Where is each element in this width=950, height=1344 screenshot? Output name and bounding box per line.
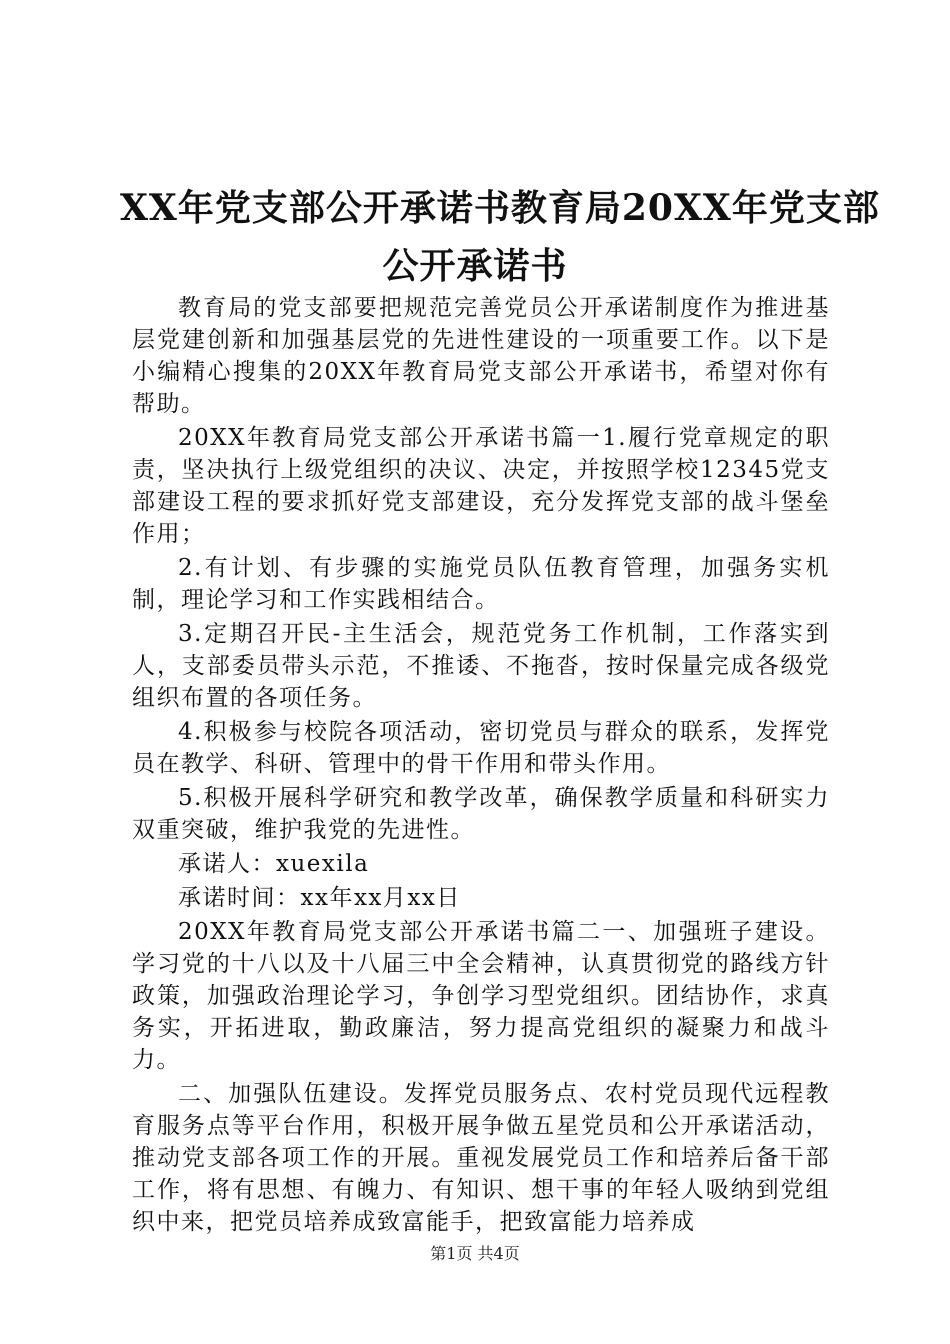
paragraph-intro: 教育局的党支部要把规范完善党员公开承诺制度作为推进基层党建创新和加强基层党的先进性建设的一项重要工作。以下是小编精心搜集的20XX年教育局党支部公开承诺书，希望对你有帮助。: [132, 295, 830, 417]
pledger-line: 承诺人：xuexila: [178, 851, 370, 877]
paragraph-pledge-4: 4.积极参与校院各项活动，密切党员与群众的联系，发挥党员在教学、科研、管理中的骨干作用和带头作用。: [132, 719, 830, 777]
paragraph-pledge-2: 2.有计划、有步骤的实施党员队伍教育管理，加强务实机制，理论学习和工作实践相结合。: [132, 555, 830, 613]
paragraph-pledge-5: 5.积极开展科学研究和教学改革，确保教学质量和科研实力双重突破，维护我党的先进性。: [132, 785, 830, 843]
paragraph-pledge-1: 20XX年教育局党支部公开承诺书篇一1.履行党章规定的职责，坚决执行上级党组织的决议、决定，并按照学校12345党支部建设工程的要求抓好党支部建设，充分发挥党支部的战斗堡垒作用；: [132, 425, 830, 547]
paragraph-article-2-part-1: 20XX年教育局党支部公开承诺书篇二一、加强班子建设。学习党的十八以及十八届三中全会精神，认真贯彻党的路线方针政策，加强政治理论学习，争创学习型党组织。团结协作，求真务实，开拓进取，勤政廉洁，努力提高党组织的凝聚力和战斗力。: [132, 919, 830, 1073]
document-title-line-1: XX年党支部公开承诺书教育局20XX年党支部: [120, 187, 880, 229]
paragraph-article-2-part-2: 二、加强队伍建设。发挥党员服务点、农村党员现代远程教育服务点等平台作用，积极开展争做五星党员和公开承诺活动，推动党支部各项工作的开展。重视发展党员工作和培养后备干部工作，将有思想、有魄力、有知识、想干事的年轻人吸纳到党组织中来，把党员培养成致富能手，把致富能力培养成: [132, 1081, 830, 1235]
document-body: [132, 292, 830, 1238]
pledge-date-line: 承诺时间：xx年xx月xx日: [178, 885, 461, 911]
document-title-line-2: 公开承诺书: [382, 245, 568, 287]
paragraph-pledge-3: 3.定期召开民-主生活会，规范党务工作机制，工作落实到人，支部委员带头示范，不推诿、不拖沓，按时保量完成各级党组织布置的各项任务。: [132, 621, 830, 711]
page-number-footer: 第1页 共4页: [430, 1244, 520, 1263]
